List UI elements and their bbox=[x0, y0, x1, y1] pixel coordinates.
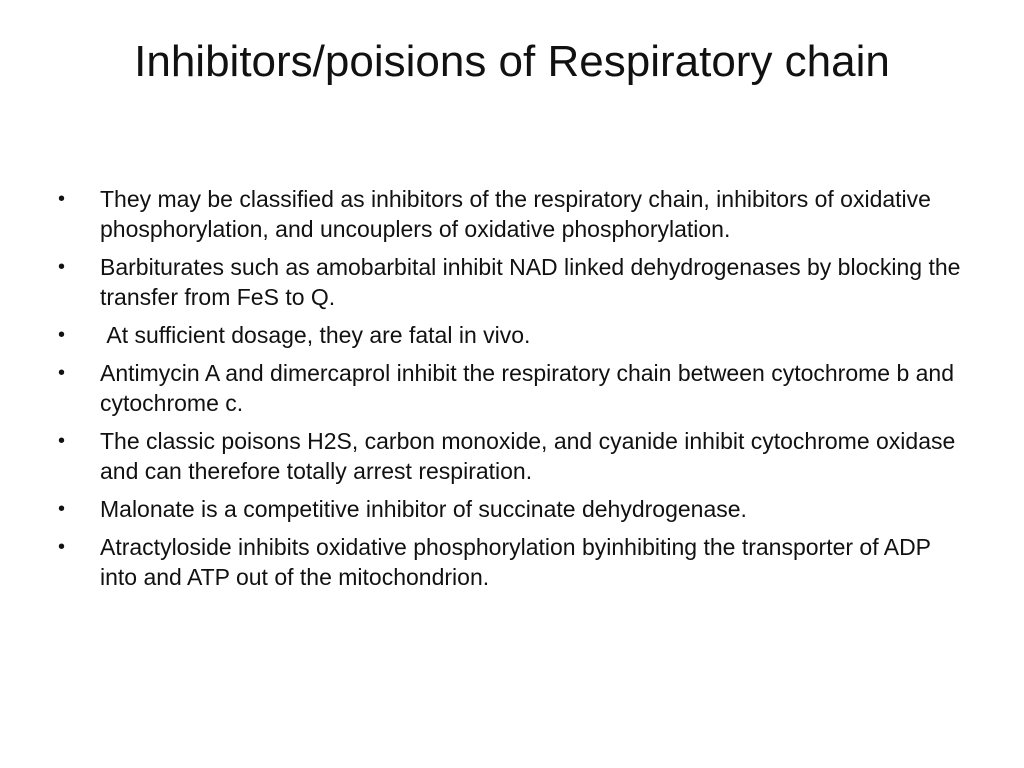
bullet-item bbox=[56, 320, 966, 350]
bullet-text: The classic poisons H2S, carbon monoxide, and cyanide inhibit cytochrome oxidase and can therefore totally arrest respiration. bbox=[100, 428, 962, 484]
bullet-icon: • bbox=[58, 256, 66, 278]
bullet-item bbox=[56, 532, 966, 592]
bullet-icon: • bbox=[58, 324, 66, 346]
bullet-item bbox=[56, 252, 966, 312]
bullet-text: At sufficient dosage, they are fatal in vivo. bbox=[100, 322, 531, 348]
bullet-list bbox=[56, 184, 966, 600]
bullet-icon: • bbox=[58, 498, 66, 520]
bullet-text: Malonate is a competitive inhibitor of succinate dehydrogenase. bbox=[100, 496, 747, 522]
bullet-item bbox=[56, 358, 966, 418]
bullet-text: They may be classified as inhibitors of the respiratory chain, inhibitors of oxidative phosphorylation, and uncouplers of oxidative phosphorylation. bbox=[100, 186, 938, 242]
slide-title: Inhibitors/poisions of Respiratory chain bbox=[134, 37, 890, 86]
bullet-text: Antimycin A and dimercaprol inhibit the respiratory chain between cytochrome b and cytochrome c. bbox=[100, 360, 961, 416]
bullet-icon: • bbox=[58, 362, 66, 384]
bullet-item bbox=[56, 494, 966, 524]
bullet-item bbox=[56, 426, 966, 486]
bullet-icon: • bbox=[58, 430, 66, 452]
bullet-icon: • bbox=[58, 536, 66, 558]
bullet-text: Atractyloside inhibits oxidative phosphorylation byinhibiting the transporter of ADP into and ATP out of the mitochondrion. bbox=[100, 534, 937, 590]
bullet-item bbox=[56, 184, 966, 244]
bullet-text: Barbiturates such as amobarbital inhibit NAD linked dehydrogenases by blocking the transfer from FeS to Q. bbox=[100, 254, 967, 310]
bullet-icon: • bbox=[58, 188, 66, 210]
